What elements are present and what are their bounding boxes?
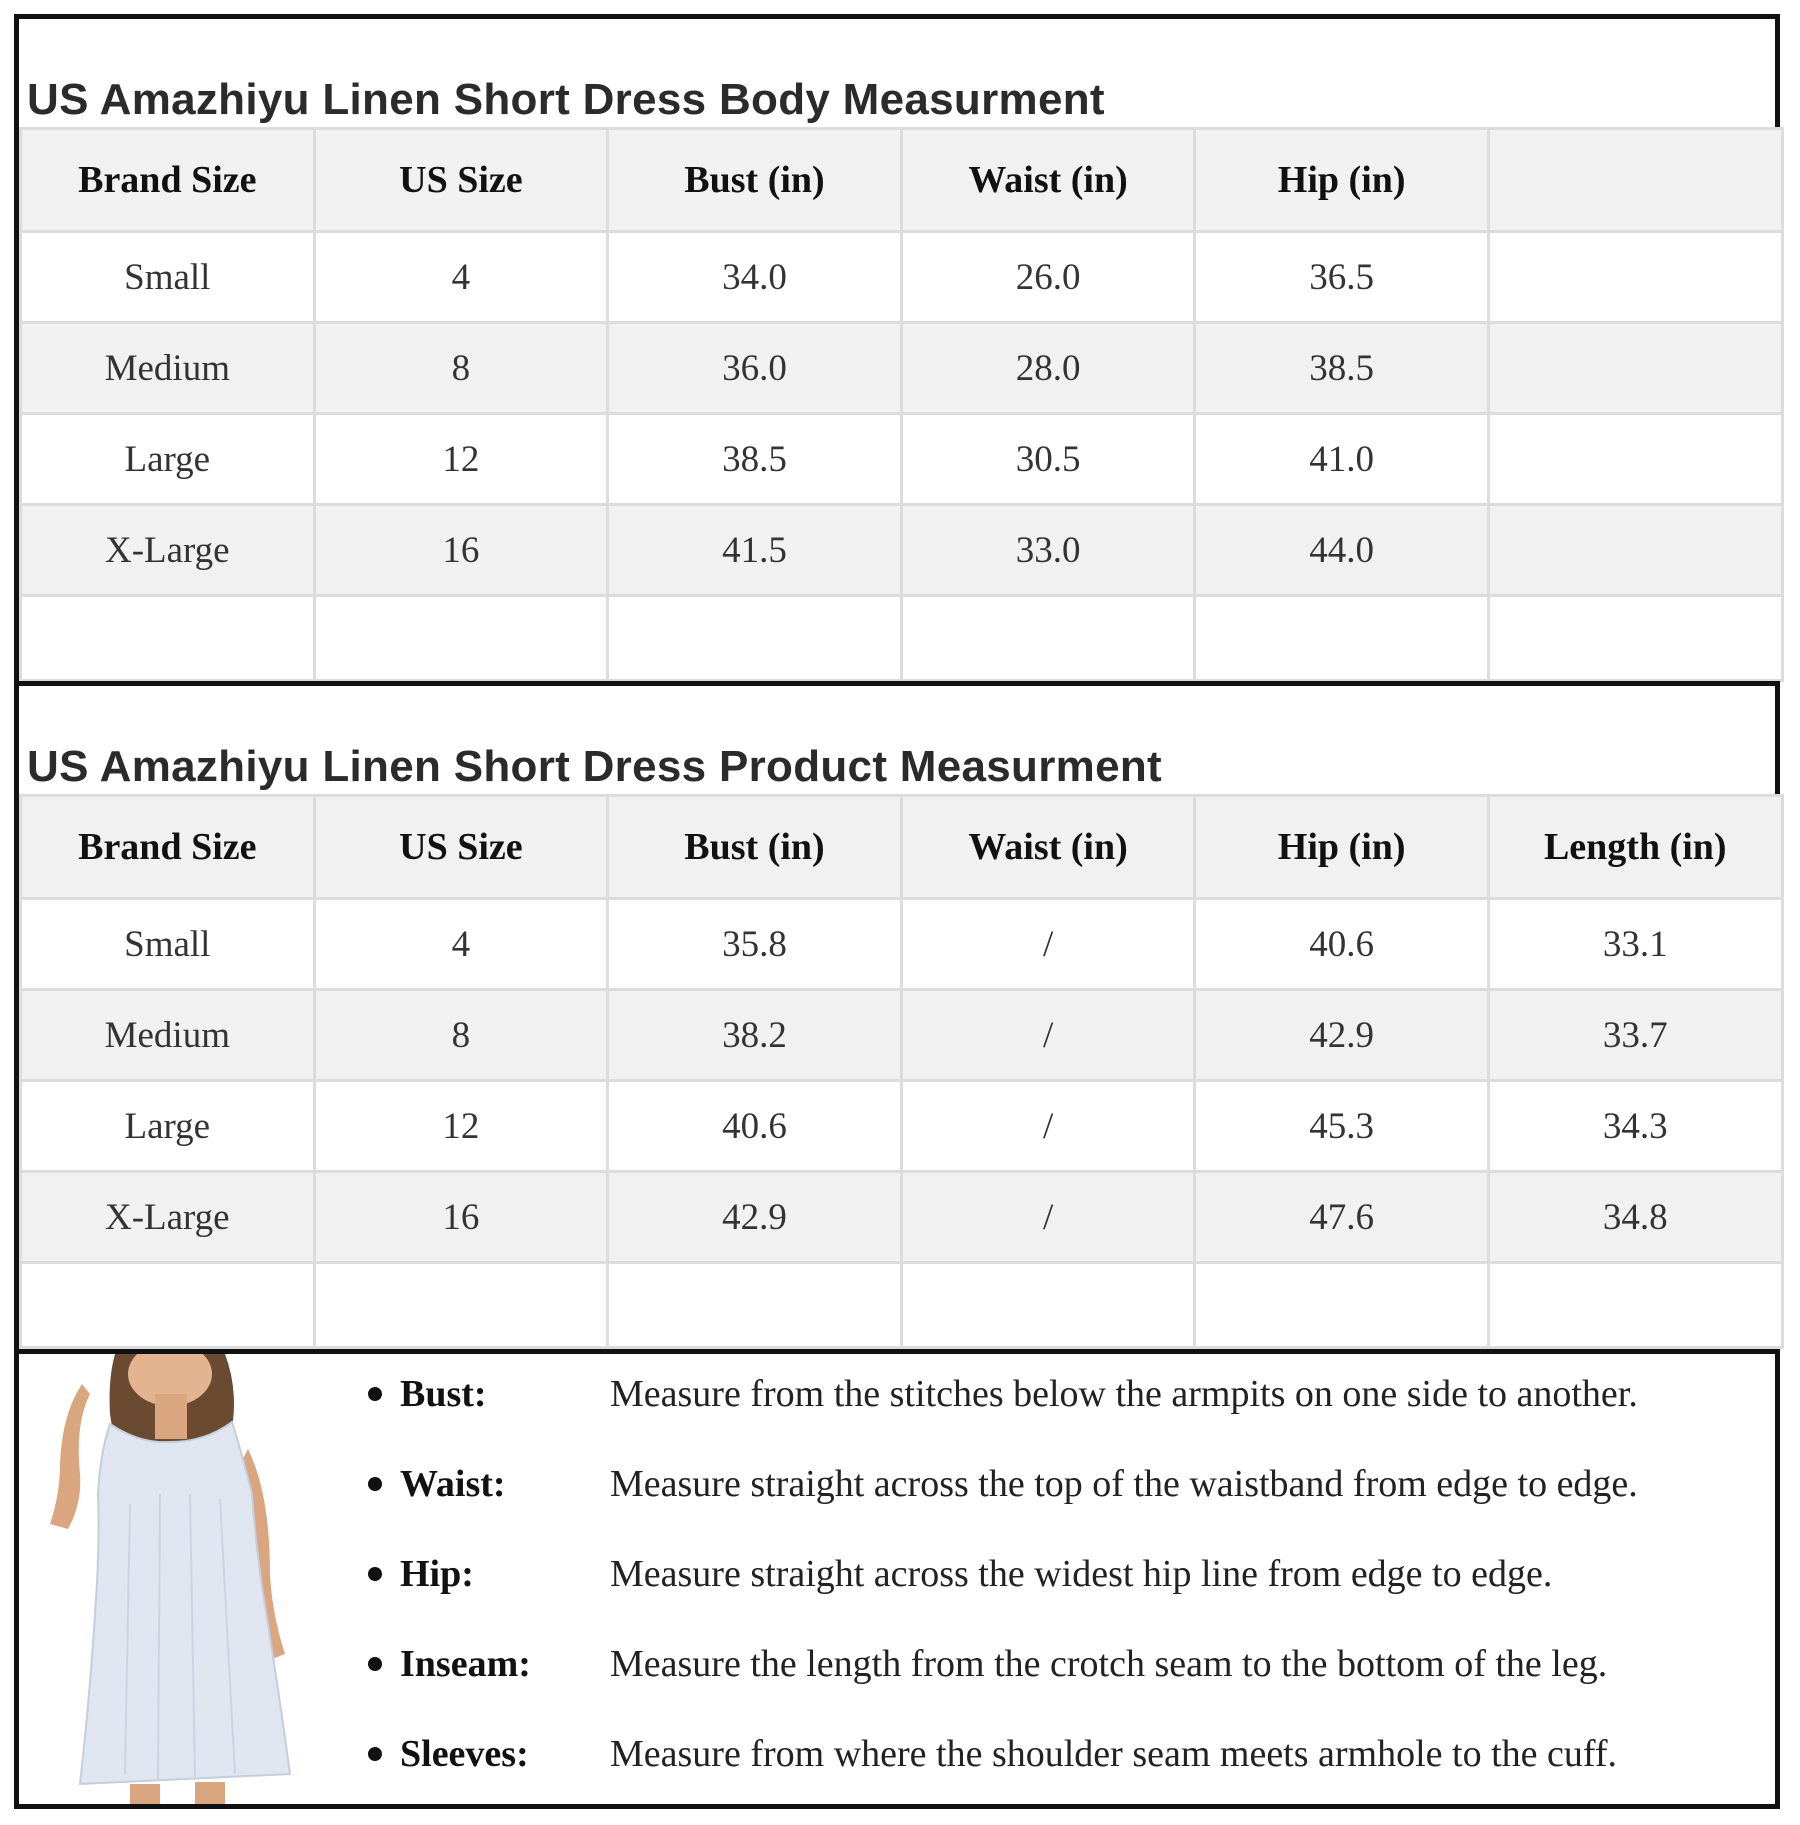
table-cell: Medium: [21, 990, 315, 1081]
table-cell: 36.0: [608, 323, 902, 414]
header-cell: Waist (in): [901, 796, 1195, 899]
guide-item-waist: [368, 1444, 1768, 1524]
guide-text: Measure straight across the widest hip line from edge to edge.: [610, 1553, 1553, 1595]
table-cell: X-Large: [21, 505, 315, 596]
table-cell: 40.6: [608, 1081, 902, 1172]
table-cell: Large: [21, 414, 315, 505]
table-row: [21, 505, 1783, 596]
bullet-icon: [368, 1657, 382, 1671]
table-header-row: [21, 129, 1783, 232]
bullet-icon: [368, 1567, 382, 1581]
model-in-linen-dress-photo: [20, 1354, 320, 1804]
table-cell: 12: [314, 414, 608, 505]
body-measurement-table: [19, 127, 1784, 682]
guide-item-bust: [368, 1354, 1768, 1434]
bullet-icon: [368, 1387, 382, 1401]
header-cell: Bust (in): [608, 129, 902, 232]
table-row: [21, 1081, 1783, 1172]
table-cell: Medium: [21, 323, 315, 414]
table-row: [21, 232, 1783, 323]
table-cell: 42.9: [1195, 990, 1489, 1081]
table-cell: 26.0: [901, 232, 1195, 323]
header-cell: Brand Size: [21, 129, 315, 232]
table-cell: 34.3: [1488, 1081, 1782, 1172]
table-cell: 38.2: [608, 990, 902, 1081]
table-cell: 38.5: [1195, 323, 1489, 414]
table-cell: 33.7: [1488, 990, 1782, 1081]
guide-term: Hip:: [400, 1553, 474, 1595]
guide-text: Measure from where the shoulder seam meets armhole to the cuff.: [610, 1733, 1617, 1775]
table-cell: [1488, 414, 1782, 505]
table-cell: [901, 1263, 1195, 1348]
table-cell: [21, 596, 315, 681]
table-row: [21, 990, 1783, 1081]
table-cell: [21, 1263, 315, 1348]
table-cell: Small: [21, 899, 315, 990]
table-cell: 16: [314, 505, 608, 596]
guide-text: Measure the length from the crotch seam to the bottom of the leg.: [610, 1643, 1608, 1685]
table-cell: /: [901, 990, 1195, 1081]
header-cell: Brand Size: [21, 796, 315, 899]
table-cell: 41.0: [1195, 414, 1489, 505]
guide-term: Waist:: [400, 1463, 506, 1505]
guide-text: Measure straight across the top of the waistband from edge to edge.: [610, 1463, 1638, 1505]
product-measurement-title: US Amazhiyu Linen Short Dress Product Measurment: [27, 742, 1162, 791]
table-header-row: [21, 796, 1783, 899]
table-cell: [1488, 505, 1782, 596]
table-cell: [901, 596, 1195, 681]
table-cell: 34.0: [608, 232, 902, 323]
header-cell: Waist (in): [901, 129, 1195, 232]
bullet-icon: [368, 1477, 382, 1491]
table-row: [21, 1263, 1783, 1348]
guide-item-sleeves: [368, 1714, 1768, 1794]
table-cell: [1488, 596, 1782, 681]
table-cell: [608, 596, 902, 681]
table-cell: [314, 596, 608, 681]
table-cell: 4: [314, 232, 608, 323]
table-cell: /: [901, 1081, 1195, 1172]
header-cell: US Size: [314, 129, 608, 232]
table-cell: [1488, 1263, 1782, 1348]
table-cell: 40.6: [1195, 899, 1489, 990]
table-cell: Large: [21, 1081, 315, 1172]
body-measurement-title: US Amazhiyu Linen Short Dress Body Measurment: [27, 75, 1105, 124]
table-row: [21, 323, 1783, 414]
table-cell: 47.6: [1195, 1172, 1489, 1263]
table-cell: X-Large: [21, 1172, 315, 1263]
table-cell: 16: [314, 1172, 608, 1263]
product-measurement-table: [19, 794, 1784, 1349]
table-cell: 8: [314, 323, 608, 414]
guide-text: Measure from the stitches below the armpits on one side to another.: [610, 1373, 1638, 1415]
table-cell: 35.8: [608, 899, 902, 990]
table-cell: 38.5: [608, 414, 902, 505]
header-cell: Bust (in): [608, 796, 902, 899]
header-cell: Length (in): [1488, 796, 1782, 899]
guide-term: Sleeves:: [400, 1733, 529, 1775]
table-cell: [1488, 323, 1782, 414]
table-cell: 12: [314, 1081, 608, 1172]
table-row: [21, 1172, 1783, 1263]
table-cell: 36.5: [1195, 232, 1489, 323]
table-cell: [1195, 596, 1489, 681]
bullet-icon: [368, 1747, 382, 1761]
table-cell: [1195, 1263, 1489, 1348]
table-cell: 33.1: [1488, 899, 1782, 990]
table-cell: 42.9: [608, 1172, 902, 1263]
table-cell: /: [901, 899, 1195, 990]
table-cell: [314, 1263, 608, 1348]
guide-item-hip: [368, 1534, 1768, 1614]
header-cell: Hip (in): [1195, 796, 1489, 899]
header-cell: [1488, 129, 1782, 232]
header-cell: US Size: [314, 796, 608, 899]
table-cell: 41.5: [608, 505, 902, 596]
table-cell: 33.0: [901, 505, 1195, 596]
table-cell: 28.0: [901, 323, 1195, 414]
product-measurement-section: [19, 686, 1781, 1348]
table-cell: 34.8: [1488, 1172, 1782, 1263]
table-row: [21, 899, 1783, 990]
table-cell: 4: [314, 899, 608, 990]
dress-illustration-icon: [20, 1354, 320, 1804]
table-cell: 44.0: [1195, 505, 1489, 596]
header-cell: Hip (in): [1195, 129, 1489, 232]
table-row: [21, 414, 1783, 505]
guide-item-inseam: [368, 1624, 1768, 1704]
table-cell: 8: [314, 990, 608, 1081]
table-cell: /: [901, 1172, 1195, 1263]
table-cell: 45.3: [1195, 1081, 1489, 1172]
table-cell: [608, 1263, 902, 1348]
table-cell: 30.5: [901, 414, 1195, 505]
table-row: [21, 596, 1783, 681]
body-measurement-section: [19, 19, 1781, 681]
table-cell: [1488, 232, 1782, 323]
table-cell: Small: [21, 232, 315, 323]
guide-term: Bust:: [400, 1373, 487, 1415]
guide-term: Inseam:: [400, 1643, 531, 1685]
